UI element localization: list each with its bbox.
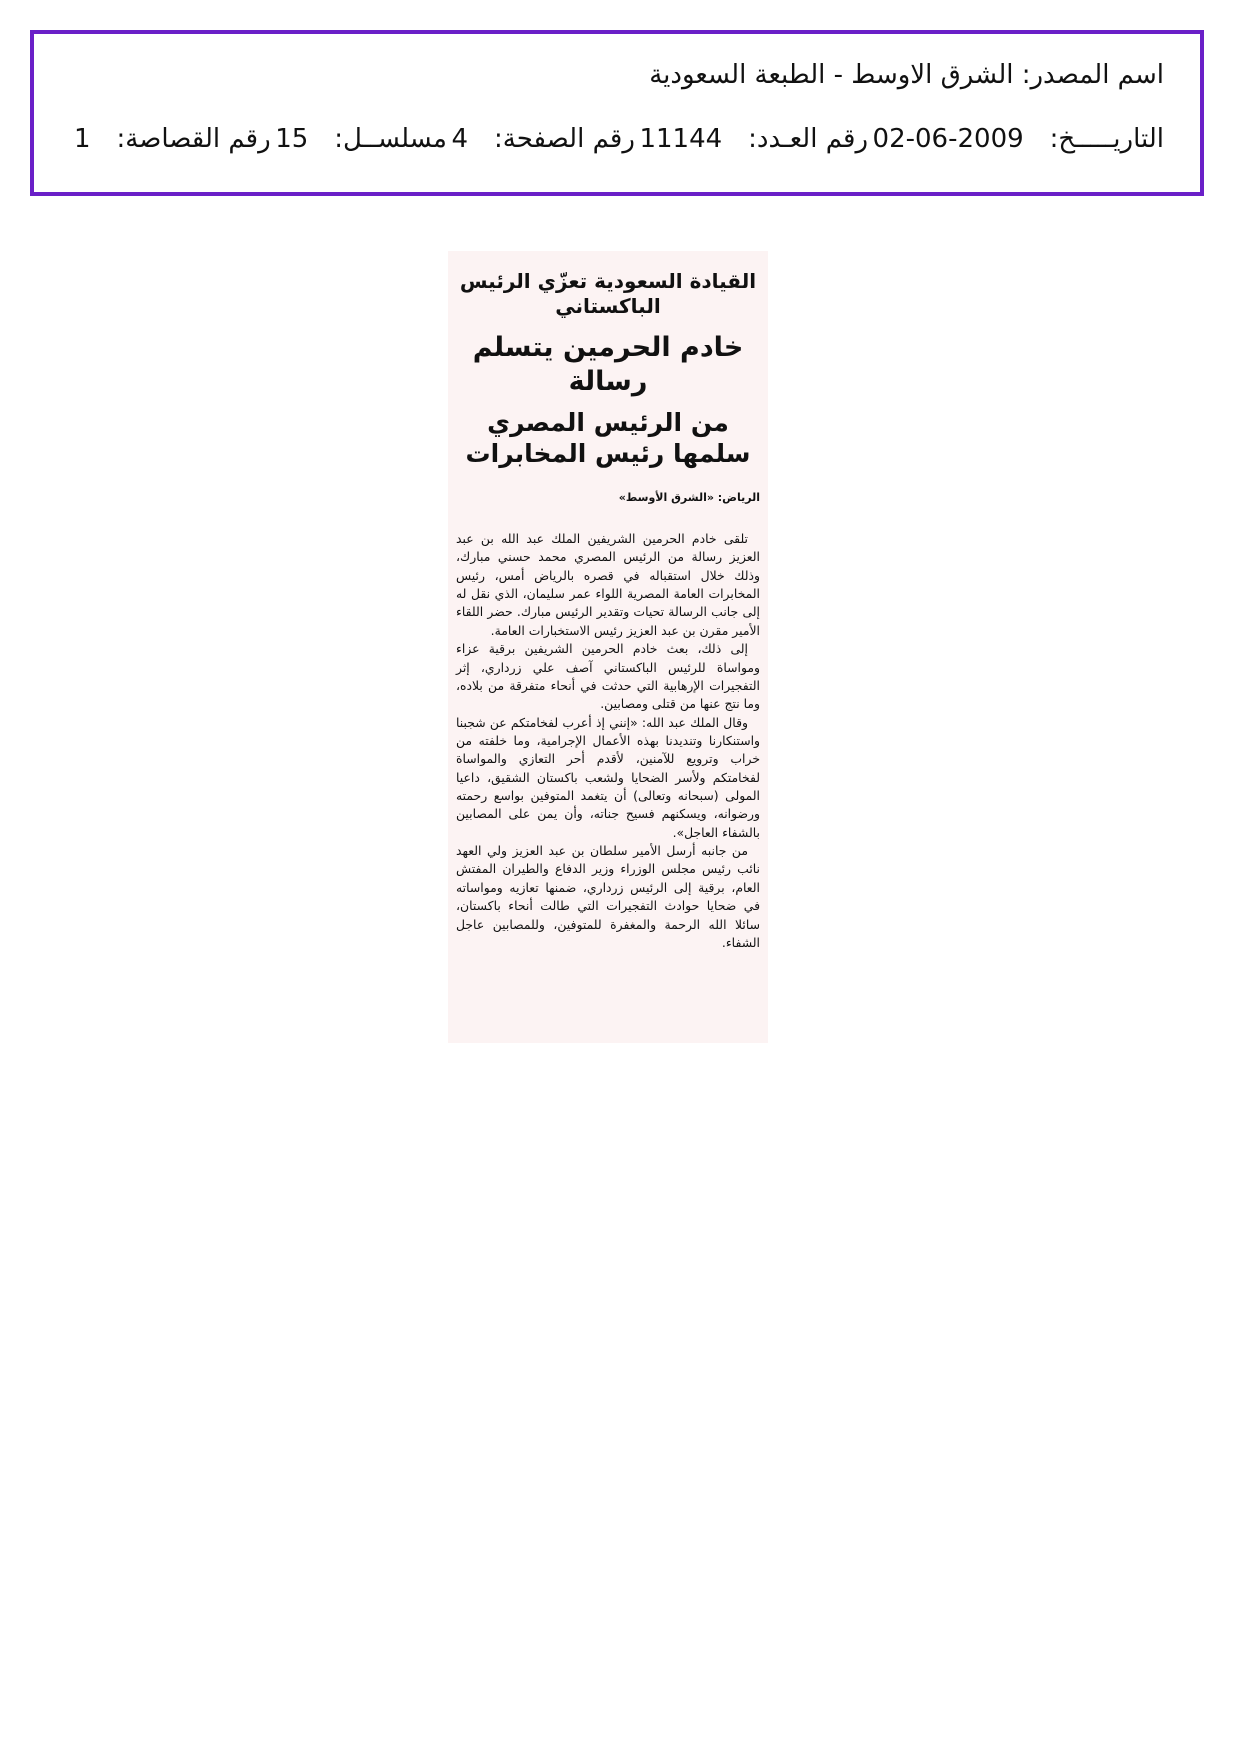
article-paragraph: من جانبه أرسل الأمير سلطان بن عبد العزيز ولي العهد نائب رئيس مجلس الوزراء وزير الدفاع والطيران المفتش العام، برقية إلى الرئيس زرداري، ضمنها تعازيه ومواساته في ضحايا حوادث التفجيرات التي طالت أنحاء باكستان، سائلا الله الرحمة والمغفرة للمتوفين، وللمصابين عاجل الشفاء. (456, 843, 760, 950)
article-paragraph: وقال الملك عبد الله: «إنني إذ أعرب لفخامتكم عن شجبنا واستنكارنا وتنديدنا بهذه الأعمال الإجرامية، وما خلفته من خراب وترويع للآمنين، لأقدم أحر التعازي والمواساة لفخامتكم ولأسر الضحايا ولشعب باكستان الشقيق، داعيا المولى (سبحانه وتعالى) أن يتغمد المتوفين بواسع رحمته ورضوانه، ويسكنهم فسيح جناته، وأن يمن على المصابين بالشفاء العاجل». (456, 714, 760, 840)
article-headline-line2: من الرئيس المصري سلمها رئيس المخابرات (465, 407, 751, 468)
article-paragraph: تلقى خادم الحرمين الشريفين الملك عبد الله بن عبد العزيز رسالة من الرئيس المصري محمد حسني مبارك، وذلك خلال استقباله في قصره بالرياض أمس، رئيس المخابرات العامة المصرية اللواء عمر سليمان، الذي نقل له إلى جانب الرسالة تحيات وتقدير الرئيس مبارك. حضر اللقاء الأمير مقرن بن عبد العزيز رئيس الاستخبارات العامة. (456, 531, 760, 638)
clip-value: 1 (74, 124, 91, 154)
date-value: 02-06-2009 (872, 124, 1024, 154)
article-headline-line1: خادم الحرمين يتسلم رسالة (472, 332, 744, 397)
serial-label: مسلســل: (334, 124, 447, 154)
article-body (456, 530, 760, 952)
article-kicker: القيادة السعودية تعزّي الرئيس الباكستاني (459, 269, 757, 318)
metadata-box (30, 30, 1204, 196)
page-field (451, 124, 634, 154)
date-label: التاريـــــخ: (1049, 124, 1164, 154)
serial-value: 15 (275, 124, 309, 154)
source-value: الشرق الاوسط - الطبعة السعودية (649, 60, 1014, 90)
newspaper-clipping (448, 251, 768, 1043)
issue-value: 11144 (639, 124, 723, 154)
date-field (873, 124, 1164, 154)
clip-field (74, 124, 271, 154)
source-label: اسم المصدر: (1021, 60, 1164, 90)
article-dateline: الرياض: «الشرق الأوسط» (618, 491, 760, 504)
issue-field (639, 124, 868, 154)
article-paragraph: إلى ذلك، بعث خادم الحرمين الشريفين برقية عزاء ومواساة للرئيس الباكستاني آصف علي زرداري، إثر التفجيرات الإرهابية التي حدثت في أنحاء متفرقة من بلاده، وما نتج عنها من قتلى ومصابين. (456, 641, 760, 712)
source-line (649, 60, 1164, 90)
page-value: 4 (451, 124, 468, 154)
metadata-row (74, 124, 1164, 154)
serial-field (275, 124, 447, 154)
issue-label: رقم العـدد: (748, 124, 868, 154)
clip-label: رقم القصاصة: (116, 124, 271, 154)
page-label: رقم الصفحة: (494, 124, 635, 154)
